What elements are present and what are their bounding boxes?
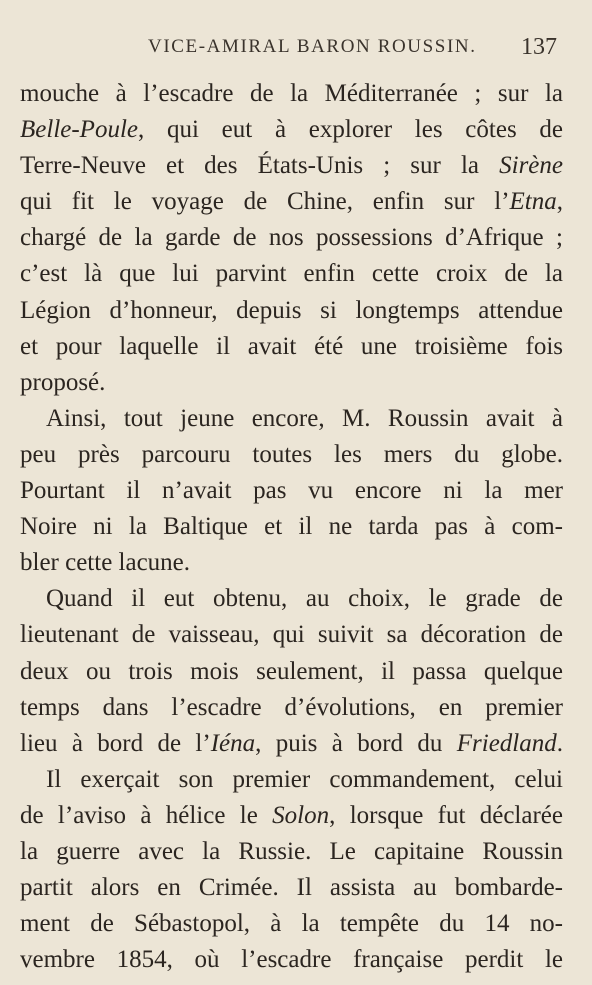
text-segment: qui fit le voyage de Chine, enfin sur l’ — [20, 188, 510, 216]
text-segment: c’est là que lui parvint enfin cette croix de la — [20, 260, 563, 288]
italic-text-segment: Sirène — [499, 152, 563, 180]
text-segment: lieu à bord de l’ — [20, 729, 211, 757]
text-line — [20, 834, 563, 870]
text-segment: Il exerçait son premier commandement, celui — [46, 765, 563, 793]
text-segment: proposé. — [20, 368, 106, 396]
text-segment: chargé de la garde de nos possessions d’Afrique ; — [20, 224, 563, 252]
text-segment: , lorsque fut déclarée — [329, 801, 563, 829]
text-segment: ment de Sébastopol, à la tempête du 14 no- — [20, 910, 563, 938]
text-line — [20, 184, 563, 220]
text-segment: , — [556, 188, 563, 216]
text-segment: temps dans l’escadre d’évolutions, en premier — [20, 693, 563, 721]
text-line — [20, 329, 563, 365]
text-line — [20, 76, 563, 112]
text-segment: bler cette lacune. — [20, 549, 191, 577]
italic-text-segment: Friedland — [456, 729, 557, 757]
text-segment: deux ou trois mois seulement, il passa quelque — [20, 657, 563, 685]
text-line — [20, 762, 563, 798]
text-segment: Pourtant il n’avait pas vu encore ni la mer — [20, 477, 563, 505]
text-line — [20, 509, 563, 545]
italic-text-segment: Solon — [272, 801, 330, 829]
text-segment: . — [556, 729, 563, 757]
text-line — [20, 942, 563, 978]
text-segment: partit alors en Crimée. Il assista au bombarde- — [20, 874, 563, 902]
text-line — [20, 690, 563, 726]
text-segment: et pour laquelle il avait été une troisième fois — [20, 332, 563, 360]
text-line — [20, 726, 563, 762]
text-line — [20, 148, 563, 184]
text-line — [20, 798, 563, 834]
text-segment: Noire ni la Baltique et il ne tarda pas à com- — [20, 513, 563, 541]
text-line — [20, 581, 563, 617]
text-line — [20, 401, 563, 437]
text-segment: lieutenant de vaisseau, qui suivit sa décoration de — [20, 621, 563, 649]
text-line — [20, 112, 563, 148]
text-segment: peu près parcouru toutes les mers du globe. — [20, 440, 563, 468]
text-line — [20, 293, 563, 329]
text-line — [20, 617, 563, 653]
text-segment: la guerre avec la Russie. Le capitaine Roussin — [20, 837, 563, 865]
running-title: VICE-AMIRAL BARON ROUSSIN. — [148, 36, 477, 57]
text-segment: mouche à l’escadre de la Méditerranée ; sur la — [20, 80, 563, 107]
page-number: 137 — [521, 34, 557, 60]
text-line — [20, 906, 563, 942]
text-segment: de l’aviso à hélice le — [20, 801, 273, 829]
italic-text-segment: Belle-Poule — [20, 116, 138, 144]
text-line — [20, 256, 563, 292]
text-line — [20, 437, 563, 473]
italic-text-segment: Iéna — [210, 729, 256, 757]
text-segment: , puis à bord du — [255, 729, 457, 757]
text-line — [20, 654, 563, 690]
italic-text-segment: Etna — [509, 188, 557, 216]
text-line — [20, 365, 563, 401]
text-line — [20, 545, 563, 581]
text-line — [20, 220, 563, 256]
text-segment: Quand il eut obtenu, au choix, le grade de — [46, 585, 563, 613]
text-segment: Terre-Neuve et des États-Unis ; sur la — [20, 152, 500, 180]
body-text — [20, 76, 563, 978]
page-header — [0, 34, 592, 64]
text-segment: , qui eut à explorer les côtes de — [138, 116, 563, 144]
text-line — [20, 870, 563, 906]
text-segment: Légion d’honneur, depuis si longtemps attendue — [20, 296, 563, 324]
text-segment: Ainsi, tout jeune encore, M. Roussin avait à — [46, 404, 563, 432]
text-line — [20, 473, 563, 509]
text-segment: vembre 1854, où l’escadre française perdit le — [20, 946, 563, 974]
